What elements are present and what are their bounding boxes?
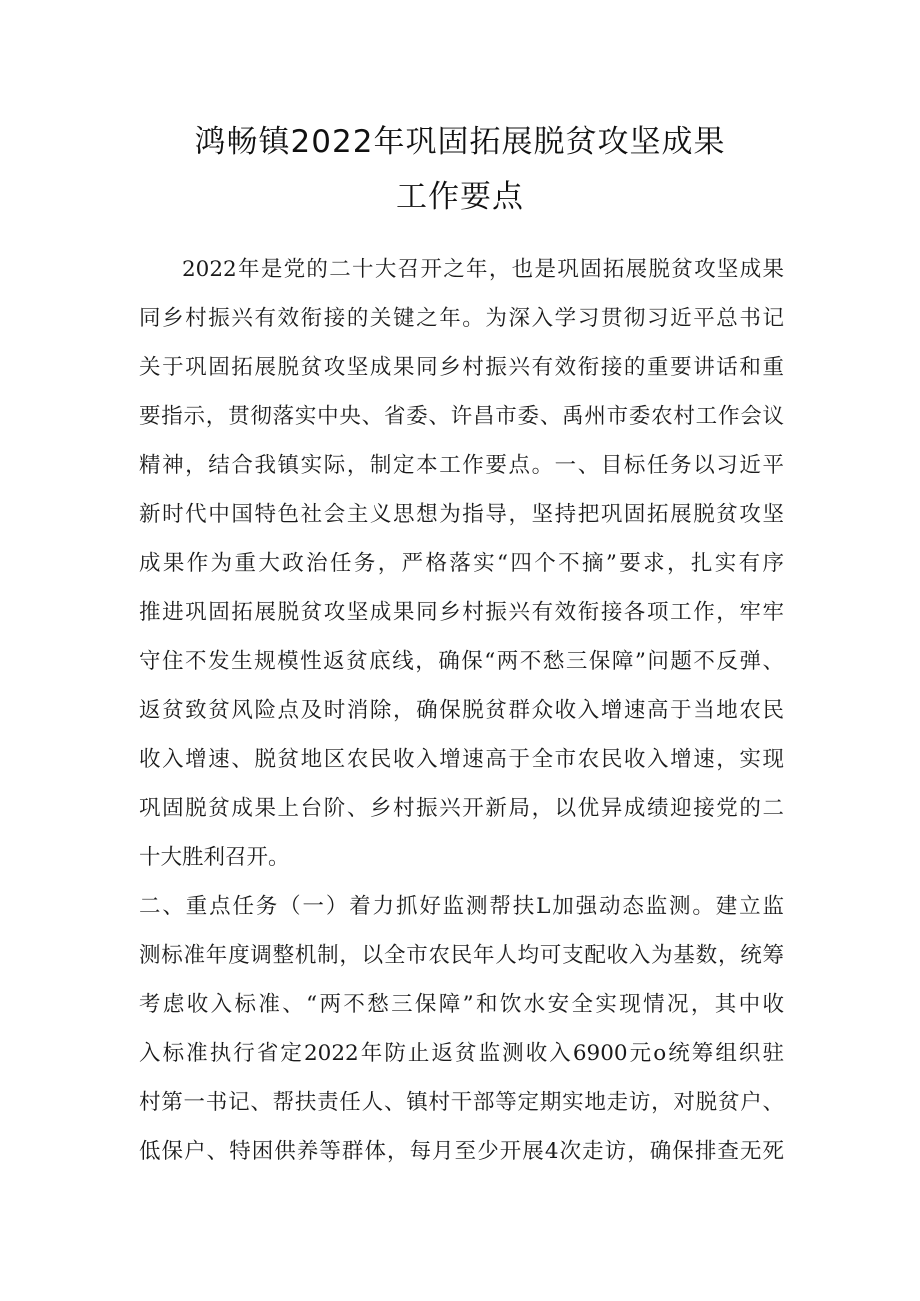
body-line: 同乡村振兴有效衔接的关键之年。为深入学习贯彻习近平总书记 — [139, 306, 784, 331]
body-line: 收入增速、脱贫地区农民收入增速高于全市农民收入增速，实现 — [139, 747, 784, 772]
body-line: 测标准年度调整机制，以全市农民年人均可支配收入为基数，统筹 — [139, 943, 784, 968]
body-line: 返贫致贫风险点及时消除，确保脱贫群众收入增速高于当地农民 — [139, 698, 784, 723]
body-line: 低保户、特困供养等群体，每月至少开展4次走访，确保排查无死 — [139, 1139, 784, 1164]
body-line: 2022年是党的二十大召开之年，也是巩固拓展脱贫攻坚成果 — [182, 257, 784, 282]
body-line: 二、重点任务（一）着力抓好监测帮扶L加强动态监测。建立监 — [139, 894, 784, 919]
document-title-line-1: 鸿畅镇2022年巩固拓展脱贫攻坚成果 — [194, 124, 726, 160]
document-title-line-2: 工作要点 — [396, 179, 524, 215]
body-line: 守住不发生规模性返贫底线，确保“两不愁三保障”问题不反弹、 — [139, 649, 784, 674]
body-line: 巩固脱贫成果上台阶、乡村振兴开新局，以优异成绩迎接党的二 — [139, 796, 784, 821]
body-line: 新时代中国特色社会主义思想为指导，坚持把巩固拓展脱贫攻坚 — [139, 502, 784, 527]
body-line: 精神，结合我镇实际，制定本工作要点。一、目标任务以习近平 — [139, 453, 784, 478]
body-line: 关于巩固拓展脱贫攻坚成果同乡村振兴有效衔接的重要讲话和重 — [139, 355, 784, 380]
body-line: 十大胜利召开。 — [139, 845, 290, 870]
body-line: 要指示，贯彻落实中央、省委、许昌市委、禹州市委农村工作会议 — [139, 404, 784, 429]
body-line: 推进巩固拓展脱贫攻坚成果同乡村振兴有效衔接各项工作，牢牢 — [139, 600, 784, 625]
body-line: 村第一书记、帮扶责任人、镇村干部等定期实地走访，对脱贫户、 — [139, 1090, 784, 1115]
body-line: 考虑收入标准、“两不愁三保障”和饮水安全实现情况，其中收 — [139, 992, 784, 1017]
body-line: 成果作为重大政治任务，严格落实“四个不摘”要求，扎实有序 — [139, 551, 784, 576]
body-line: 入标准执行省定2022年防止返贫监测收入6900元o统筹组织驻 — [139, 1041, 784, 1066]
